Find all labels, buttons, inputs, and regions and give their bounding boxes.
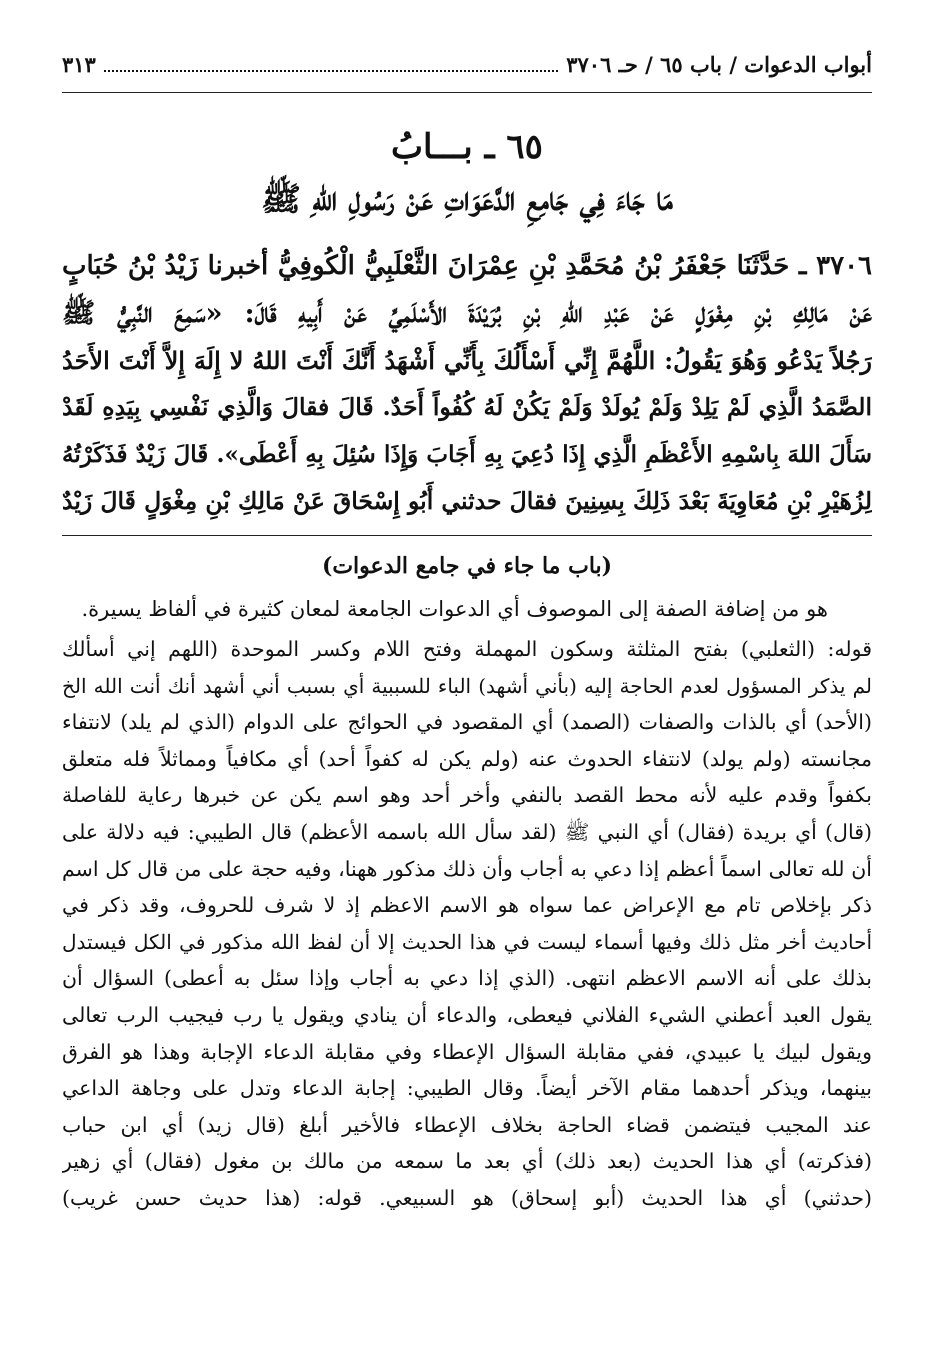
commentary-heading: (باب ما جاء في جامع الدعوات) bbox=[321, 553, 613, 579]
running-title: أبواب الدعوات / باب ٦٥ / حـ ٣٧٠٦ bbox=[566, 52, 872, 77]
hadith-line: ٣٧٠٦ ـ حَدَّثَنَا جَعْفَرُ بْنُ مُحَمَّدِ بْنِ عِمْرَانَ الثَّعْلَبِيُّ الْكُوفِيُّ أخبرنا زَيْدُ بْنُ حُبَابٍ bbox=[62, 251, 872, 281]
commentary-line: ويقول لبيك يا عبيدي، ففي مقابلة السؤال الإعطاء وفي مقابلة الدعاء الإجابة وهذا هو الفرق bbox=[62, 1039, 872, 1064]
commentary-line: مجانسته (ولم يولد) لانتفاء الحدوث عنه (ولم يكن له كفواً أحد) أي مكافياً ومماثلاً فله متعلق bbox=[62, 746, 872, 771]
commentary-intro: هو من إضافة الصفة إلى الموصوف أي الدعوات الجامعة لمعان كثيرة في ألفاظ يسيرة. bbox=[81, 597, 828, 621]
hadith-line: لِزُهَيْرِ بْنِ مُعَاوِيَةَ بَعْدَ ذَلِكَ بِسِنِينَ فقالَ حدثني أَبُو إِسْحَاقَ عَنْ مَالِكِ بْنِ مِغْوَلٍ قَالَ زَيْدٌ bbox=[62, 487, 872, 515]
hadith-line: عَنْ مَالِكِ بْنِ مِغْوَلٍ عَنْ عَبْدِ اللهِ بْنِ بُرَيْدَةَ الأَسْلَمِيِّ عَنْ أَبِيهِ قَالَ: «سَمِعَ النَّبِيُّ ﷺ bbox=[62, 297, 872, 329]
commentary-line: عند المجيب فيتضمن قضاء الحاجة بخلاف الإعطاء فالأخير أبلغ (قال زيد) أي ابن حباب bbox=[62, 1112, 872, 1137]
commentary-line: بكفواً وقدم عليه لأنه محط القصد بالنفي وأخر أحد وهو اسم يكن عن خبرها رعاية للفاصلة bbox=[62, 783, 872, 808]
hadith-line: الصَّمَدُ الَّذِي لَمْ يَلِدْ وَلَمْ يُولَدْ وَلَمْ يَكُنْ لَهُ كُفُواً أَحَدٌ. قَالَ فقالَ وَالَّذِي نَفْسِي بِيَدِهِ لَقَدْ bbox=[62, 393, 872, 421]
commentary-line: أحاديث أخر مثل ذلك وفيها أسماء ليست في هذا الحديث إلا أن لفظ الله مذكور في الكل فيستدل bbox=[62, 929, 872, 954]
page-number: ٣١٣ bbox=[62, 52, 96, 77]
chapter-number: ٦٥ ـ بـــابُ bbox=[391, 127, 543, 167]
hadith-text bbox=[62, 243, 872, 525]
commentary-line: بذلك على أنه الاسم الاعظم انتهى. (الذي إذا دعي به أجاب وإذا سئل به أعطى) السؤال أن bbox=[62, 966, 872, 991]
header-rule bbox=[62, 92, 872, 93]
running-header bbox=[62, 52, 872, 86]
commentary-line: بينهما، ويذكر أحدهما مقام الآخر أيضاً. وقال الطيبي: إجابة الدعاء وتدل على وجاهة الداعي bbox=[62, 1076, 872, 1101]
commentary-line: يقول العبد أعطني الشيء الفلاني فيعطى، والدعاء أن ينادي ويقول يا رب فيجيب الرب تعالى bbox=[62, 1002, 872, 1027]
commentary-line: ذكر بإخلاص تام مع الإعراض عما سواه هو الاسم الاعظم إذ لا شرف للحروف، وقد ذكر في bbox=[62, 893, 872, 918]
commentary-line: (قال) أي بريدة (فقال) أي النبي ﷺ (لقد سأل الله باسمه الأعظم) قال الطيبي: فيه دلالة على bbox=[62, 819, 872, 844]
leader-dots bbox=[104, 56, 558, 72]
section-divider bbox=[62, 535, 872, 536]
commentary-line: أن لله تعالى اسماً أعظم إذا دعي به أجاب وأن ذلك مذكور ههنا، وفيه حجة على من قال كل اسم bbox=[62, 856, 872, 881]
commentary-line: (الأحد) أي بالذات والصفات (الصمد) أي المقصود في الحوائج على الدوام (الذي لم يلد) لانتفاء bbox=[62, 710, 872, 735]
hadith-line: رَجُلاً يَدْعُو وَهُوَ يَقُولُ: اللَّهُمَّ إِنِّي أَسْأَلُكَ بِأَنِّي أَشْهَدُ أَنَّكَ أَنْتَ اللهُ لا إِلَهَ إِلاَّ أَنْتَ الأَحَدُ bbox=[62, 346, 872, 375]
commentary-line: قوله: (الثعلبي) بفتح المثلثة وسكون المهملة وفتح اللام وكسر الموحدة (اللهم إني أسألك bbox=[62, 637, 872, 661]
commentary-line: لم يذكر المسؤول لعدم الحاجة إليه (بأني أشهد) الباء للسببية أي بسبب أني أشهد أنك أنت الله الخ bbox=[62, 673, 872, 698]
commentary-line: (فذكرته) أي هذا الحديث (بعد ذلك) أي بعد ما سمعه من مالك بن مغول (فقال) أي زهير bbox=[62, 1149, 872, 1174]
commentary-line: (حدثني) أي هذا الحديث (أبو إسحاق) هو السبيعي. قوله: (هذا حديث حسن غريب) bbox=[62, 1185, 872, 1210]
hadith-line: سَأَلَ اللهَ بِاسْمِهِ الأَعْظَمِ الَّذِي إِذَا دُعِيَ بِهِ أَجَابَ وَإِذَا سُئِلَ بِهِ أَعْطَى». قَالَ زَيْدٌ فَذَكَرْتُهُ bbox=[62, 441, 872, 468]
commentary-text bbox=[62, 631, 872, 1217]
chapter-title: مَا جَاءَ فِي جَامِعِ الدَّعَوَاتِ عَنْ رَسُولِ اللهِ ﷺ bbox=[261, 179, 673, 218]
